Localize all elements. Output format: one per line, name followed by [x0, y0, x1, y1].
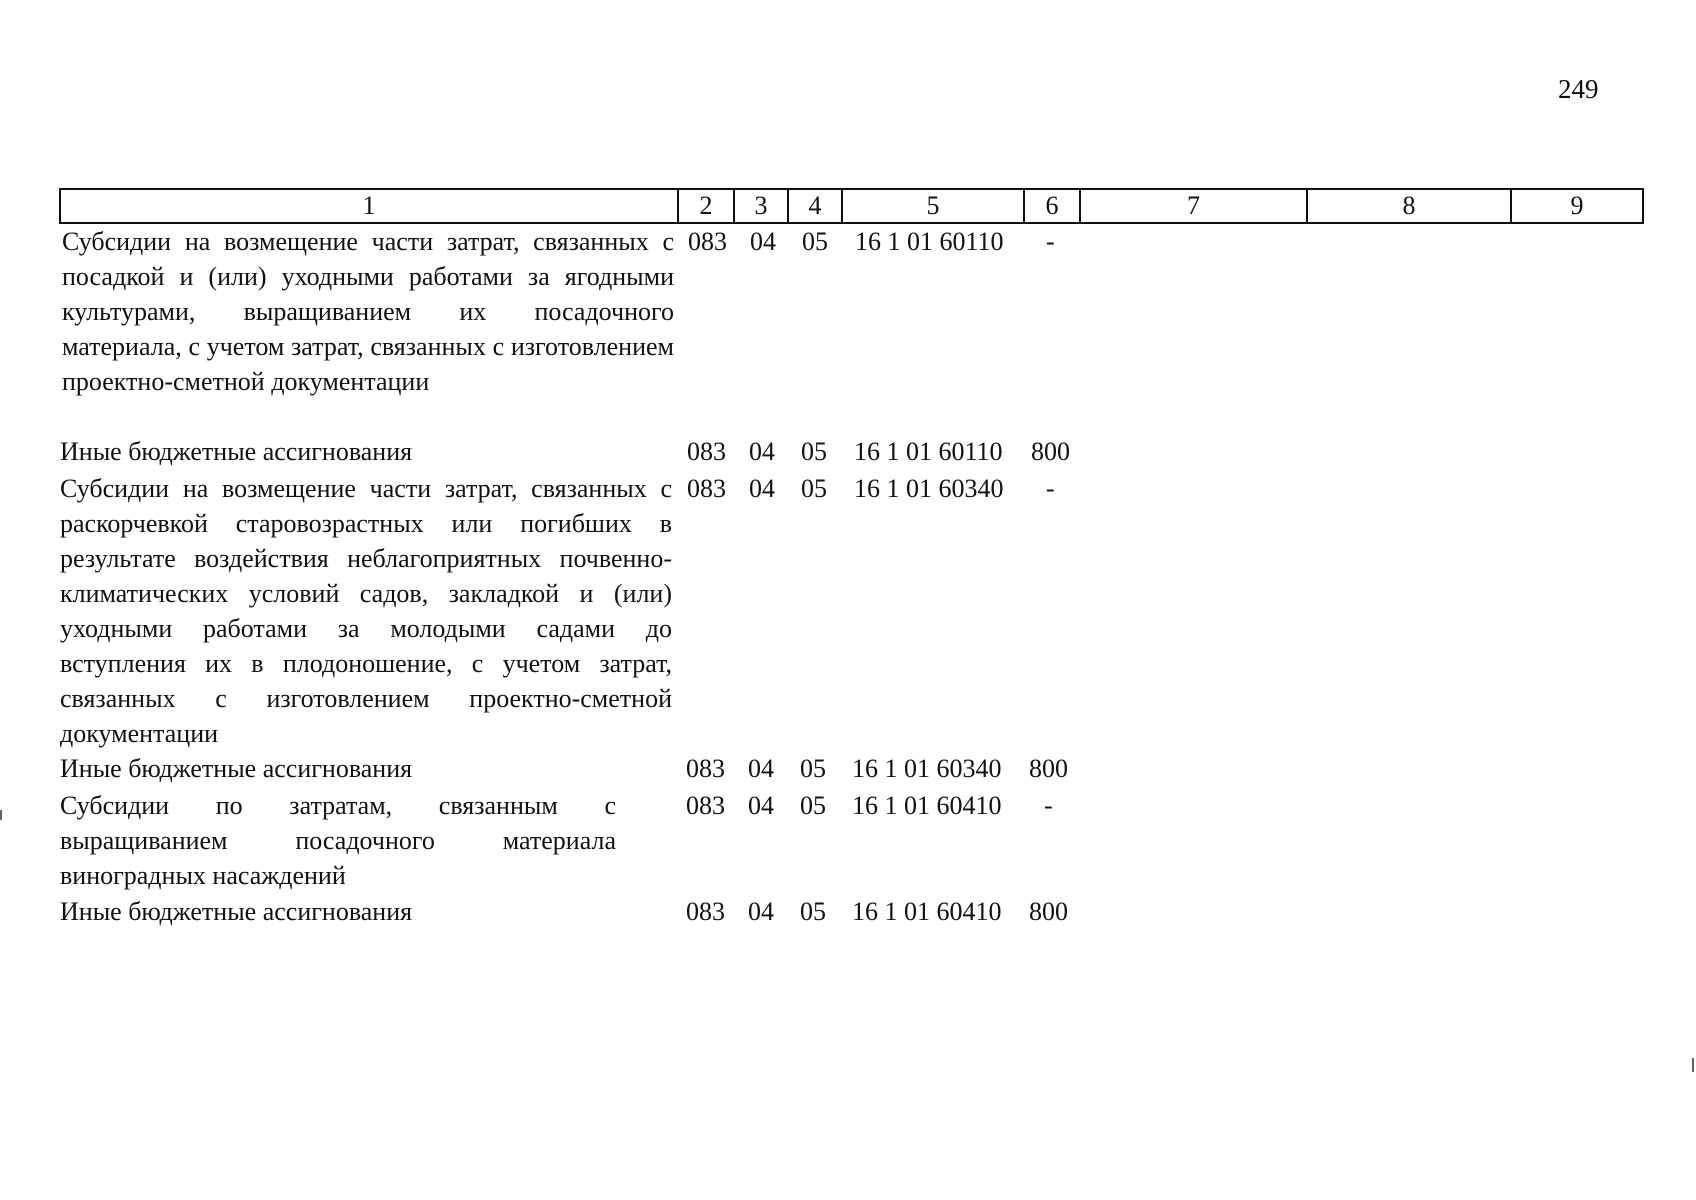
scan-edge-mark — [1692, 1058, 1694, 1072]
cell-col-5: 16 1 01 60410 — [852, 791, 1002, 820]
cell-col-3: 04 — [748, 791, 774, 820]
cell-col-5: 16 1 01 60340 — [854, 474, 1004, 503]
cell-col-2: 083 — [687, 474, 726, 503]
column-header-2: 2 — [677, 188, 735, 224]
cell-col-2: 083 — [687, 437, 726, 466]
column-header-5: 5 — [841, 188, 1025, 224]
row-description: Субсидии на возмещение части затрат, связанных с посадкой и (или) уходными работами за ягодными культурами, выращиванием их посадочного материала, с учетом затрат, связанных с изготовлением проектно-сметной документации — [62, 227, 674, 396]
cell-col-4: 05 — [800, 754, 826, 783]
row-description: Субсидии на возмещение части затрат, связанных с раскорчевкой старовозрастных или погибших в результате воздействия неблагоприятных почвенно-климатических условий садов, закладкой и (или) уходными работами за молодыми садами до вступления их в плодоношение, с учетом затрат, связанных с изготовлением проектно-сметной документации — [60, 474, 672, 748]
cell-col-6: 800 — [1029, 897, 1068, 926]
cell-col-4: 05 — [800, 791, 826, 820]
column-header-9: 9 — [1510, 188, 1644, 224]
cell-col-5: 16 1 01 60340 — [852, 754, 1002, 783]
page-number: 249 — [1558, 74, 1599, 104]
cell-col-4: 05 — [800, 897, 826, 926]
cell-col-2: 083 — [686, 791, 725, 820]
scan-edge-mark — [0, 810, 2, 820]
cell-col-2: 083 — [688, 227, 727, 256]
cell-col-3: 04 — [749, 474, 775, 503]
cell-col-4: 05 — [802, 227, 828, 256]
column-header-8: 8 — [1306, 188, 1512, 224]
cell-col-3: 04 — [748, 754, 774, 783]
cell-col-3: 04 — [748, 897, 774, 926]
row-description: Субсидии по затратам, связанным с выращиванием посадочного материала виноградных насаждений — [60, 791, 616, 890]
column-header-1: 1 — [59, 188, 679, 224]
column-header-6: 6 — [1023, 188, 1081, 224]
cell-col-5: 16 1 01 60110 — [854, 437, 1003, 466]
cell-col-4: 05 — [801, 437, 827, 466]
cell-col-3: 04 — [749, 437, 775, 466]
column-header-3: 3 — [733, 188, 789, 224]
cell-col-5: 16 1 01 60410 — [852, 897, 1002, 926]
column-header-4: 4 — [787, 188, 843, 224]
cell-col-5: 16 1 01 60110 — [855, 227, 1004, 256]
cell-col-6: 800 — [1031, 437, 1070, 466]
cell-col-6: 800 — [1029, 754, 1068, 783]
cell-col-6: - — [1044, 791, 1053, 820]
column-header-7: 7 — [1079, 188, 1308, 224]
cell-col-2: 083 — [686, 897, 725, 926]
cell-col-3: 04 — [750, 227, 776, 256]
row-description: Иные бюджетные ассигнования — [60, 754, 413, 783]
cell-col-6: - — [1046, 474, 1055, 503]
row-description: Иные бюджетные ассигнования — [60, 437, 413, 466]
cell-col-6: - — [1046, 227, 1055, 256]
row-description: Иные бюджетные ассигнования — [60, 897, 413, 926]
cell-col-4: 05 — [801, 474, 827, 503]
cell-col-2: 083 — [686, 754, 725, 783]
